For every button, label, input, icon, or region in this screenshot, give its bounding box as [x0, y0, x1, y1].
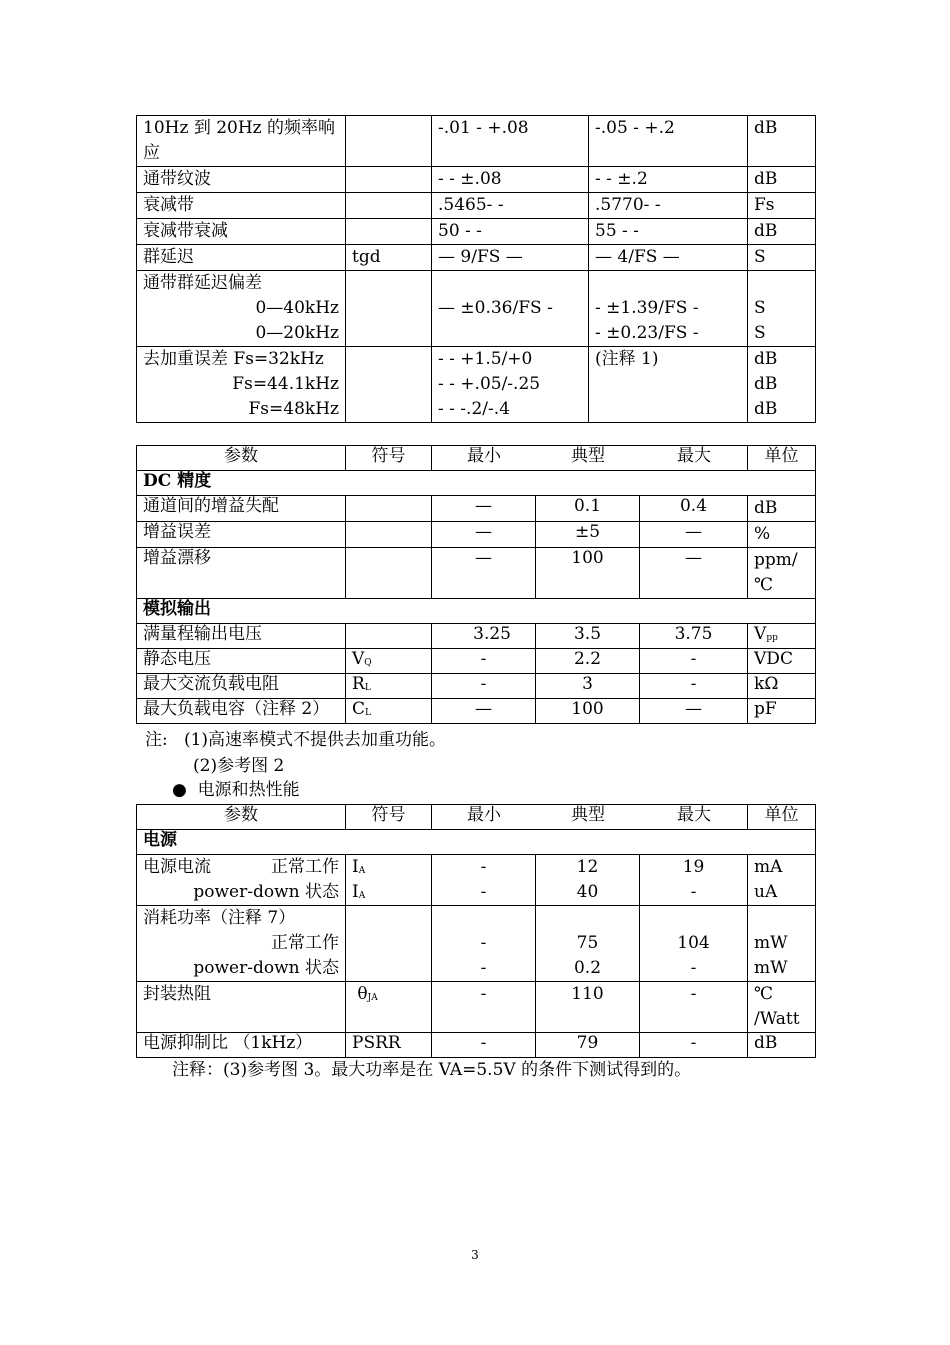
- table-row: [137, 522, 816, 548]
- param-cell: 增益漂移: [137, 548, 346, 599]
- param-cell: [137, 167, 346, 193]
- header-unit: 单位: [748, 446, 816, 471]
- page-number: 3: [471, 1248, 479, 1262]
- cell-line: [754, 271, 809, 296]
- table-row: [137, 699, 816, 724]
- param-cell: [137, 855, 346, 906]
- min-cell: —: [432, 548, 536, 599]
- cell-line: dB: [754, 169, 778, 189]
- table-row: [137, 674, 816, 699]
- header-values: [432, 805, 748, 830]
- header-symbol: 符号: [346, 446, 432, 471]
- typ-cell: 100: [536, 548, 640, 599]
- table-header-row: [137, 805, 816, 830]
- cell-line: [352, 116, 425, 141]
- param-cell: [137, 271, 346, 347]
- unit-cell: mA uA: [748, 855, 816, 906]
- param-line: power-down 状态: [193, 882, 339, 902]
- min-cell: —: [432, 522, 536, 548]
- header-max: 最大: [677, 805, 711, 825]
- cell-line: 群延迟: [143, 247, 194, 267]
- cell-line: tgd: [352, 247, 381, 267]
- cell-line: 去加重误差 Fs=32kHz: [143, 349, 324, 369]
- high-rate-cell: [589, 219, 748, 245]
- symbol-cell: [346, 116, 432, 167]
- cell-line: .5465- -: [438, 195, 504, 215]
- unit-cell: dB: [748, 1033, 816, 1058]
- unit-cell: [748, 245, 816, 271]
- normal-rate-cell: [432, 167, 589, 193]
- cell-line: dB: [754, 221, 778, 241]
- cell-line: 55 - -: [595, 221, 639, 241]
- min-cell: - -: [432, 906, 536, 982]
- normal-rate-cell: [432, 245, 589, 271]
- dc-analog-table: [136, 445, 816, 724]
- unit-cell: kΩ: [748, 674, 816, 699]
- table-row: [137, 219, 816, 245]
- normal-rate-cell: [432, 193, 589, 219]
- symbol-cell: [346, 624, 432, 649]
- cell-line: - - -.2/-.4: [438, 399, 510, 419]
- max-cell: -: [640, 649, 748, 674]
- normal-rate-cell: [432, 116, 589, 167]
- unit-cell: [748, 219, 816, 245]
- symbol-cell: [346, 906, 432, 982]
- typ-cell: 100: [536, 699, 640, 724]
- min-cell: -: [432, 649, 536, 674]
- table-row: [137, 245, 816, 271]
- symbol-cell: [346, 167, 432, 193]
- cell-line: dB: [754, 374, 778, 394]
- symbol-cell: [346, 548, 432, 599]
- header-max: 最大: [677, 446, 711, 466]
- cell-line: 通带纹波: [143, 169, 211, 189]
- param-cell: [137, 193, 346, 219]
- header-values: [432, 446, 748, 471]
- max-cell: 19 -: [640, 855, 748, 906]
- typ-cell: 3.5: [536, 624, 640, 649]
- param-cell: [137, 116, 346, 167]
- param-cell: [137, 219, 346, 245]
- symbol-cell: [346, 271, 432, 347]
- cell-line: Fs: [754, 195, 775, 215]
- cell-line: dB: [754, 399, 778, 419]
- table-header-row: [137, 446, 816, 471]
- typ-cell: 79: [536, 1033, 640, 1058]
- typ-cell: 2.2: [536, 649, 640, 674]
- cell-line: 应: [143, 143, 160, 163]
- footnote-3: 注释：(3)参考图 3。最大功率是在 VA=5.5V 的条件下测试得到的。: [172, 1060, 692, 1080]
- unit-cell: [748, 116, 816, 167]
- cell-line: 衰减带衰减: [143, 221, 228, 241]
- header-typ: 典型: [571, 805, 605, 825]
- unit-cell: VDC: [748, 649, 816, 674]
- cell-line: - - +.05/-.25: [438, 374, 541, 394]
- table-row: [137, 271, 816, 347]
- high-rate-cell: [589, 271, 748, 347]
- cell-line: - ±0.23/FS -: [595, 323, 699, 343]
- symbol-cell: $V_Q$: [346, 649, 432, 674]
- unit-cell: pF: [748, 699, 816, 724]
- min-cell: -: [432, 1033, 536, 1058]
- max-cell: 3.75: [640, 624, 748, 649]
- param-cell: 封装热阻: [137, 982, 346, 1033]
- typ-cell: 3: [536, 674, 640, 699]
- max-cell: -: [640, 982, 748, 1033]
- max-cell: 104 -: [640, 906, 748, 982]
- min-cell: - -: [432, 855, 536, 906]
- high-rate-cell: [589, 167, 748, 193]
- cell-line: - - ±.2: [595, 169, 648, 189]
- cell-line: dB: [754, 349, 778, 369]
- symbol-cell: [346, 193, 432, 219]
- normal-rate-cell: [432, 219, 589, 245]
- header-min: 最小: [467, 805, 501, 825]
- bullet-icon: ●: [172, 780, 187, 800]
- table-row-thermal: [137, 982, 816, 1033]
- typ-cell: 0.1: [536, 496, 640, 522]
- unit-cell: [748, 193, 816, 219]
- table-row: [137, 193, 816, 219]
- table-row-power-dissipation: [137, 906, 816, 982]
- normal-rate-cell: [432, 347, 589, 423]
- cell-line: (注释 1): [595, 349, 659, 369]
- cell-line: 通带群延迟偏差: [143, 273, 262, 293]
- cell-line: 50 - -: [438, 221, 482, 241]
- typ-cell: ±5: [536, 522, 640, 548]
- unit-cell: [748, 496, 816, 522]
- cell-line: [352, 167, 425, 192]
- cell-line: [438, 321, 582, 346]
- max-cell: —: [640, 699, 748, 724]
- symbol-line: $I_A$: [352, 882, 366, 902]
- cell-line: - - +1.5/+0: [438, 349, 533, 369]
- min-cell: -: [432, 982, 536, 1033]
- unit-cell: ℃ /Watt: [748, 982, 816, 1033]
- filter-characteristics-table: [136, 115, 816, 423]
- cell-line: S: [754, 323, 766, 343]
- cell-line: 0—40kHz: [255, 298, 339, 318]
- max-cell: -: [640, 674, 748, 699]
- param-cell: 通道间的增益失配: [137, 496, 346, 522]
- param-cell: 静态电压: [137, 649, 346, 674]
- table-row: [137, 624, 816, 649]
- cell-line: [352, 347, 425, 372]
- cell-line: .5770- -: [595, 195, 661, 215]
- cell-line: -.01 - +.08: [438, 118, 529, 138]
- cell-line: Fs=44.1kHz: [232, 374, 339, 394]
- note-1: (1)高速率模式不提供去加重功能。: [183, 730, 447, 750]
- min-cell: —: [432, 699, 536, 724]
- min-cell: 3.25: [432, 624, 536, 649]
- header-unit: 单位: [748, 805, 816, 830]
- symbol-cell: $R_L$: [346, 674, 432, 699]
- max-cell: -: [640, 1033, 748, 1058]
- table-row: [137, 496, 816, 522]
- cell-line: [352, 271, 425, 296]
- param-cell: 增益误差: [137, 522, 346, 548]
- param-cell: 消耗功率（注释 7） 正常工作 power-down 状态: [137, 906, 346, 982]
- high-rate-cell: [589, 116, 748, 167]
- cell-line: - - ±.08: [438, 169, 502, 189]
- notes-block: [145, 730, 446, 750]
- symbol-cell: [346, 219, 432, 245]
- cell-line: 0—20kHz: [255, 323, 339, 343]
- cell-line: S: [754, 247, 766, 267]
- table-row: [137, 116, 816, 167]
- table-row: [137, 347, 816, 423]
- symbol-line: $I_A$: [352, 857, 366, 877]
- cell-line: [595, 271, 741, 296]
- min-cell: —: [432, 496, 536, 522]
- typ-cell: 110: [536, 982, 640, 1033]
- symbol-cell: $\theta_{JA}$: [346, 982, 432, 1033]
- max-cell: —: [640, 522, 748, 548]
- section-dc-accuracy: DC 精度: [137, 471, 816, 496]
- cell-line: -.05 - +.2: [595, 118, 675, 138]
- param-cell: 最大负载电容（注释 2）: [137, 699, 346, 724]
- high-rate-cell: [589, 347, 748, 423]
- symbol-cell: [346, 855, 432, 906]
- normal-rate-cell: [432, 271, 589, 347]
- symbol-cell: PSRR: [346, 1033, 432, 1058]
- cell-line: [352, 219, 425, 244]
- power-thermal-table: [136, 804, 816, 1058]
- unit-line: ppm/: [754, 550, 798, 570]
- unit-cell: [748, 548, 816, 599]
- param-cell: [137, 347, 346, 423]
- cell-line: — 9/FS —: [438, 247, 523, 267]
- section-analog-output: 模拟输出: [137, 599, 816, 624]
- cell-line: 衰减带: [143, 195, 194, 215]
- symbol-cell: [346, 245, 432, 271]
- symbol-cell: [346, 347, 432, 423]
- cell-line: - ±1.39/FS -: [595, 298, 699, 318]
- table-row-supply-current: [137, 855, 816, 906]
- unit-line: ℃: [754, 575, 774, 595]
- cell-line: S: [754, 298, 766, 318]
- unit-cell: [748, 167, 816, 193]
- cell-line: — 4/FS —: [595, 247, 680, 267]
- header-typ: 典型: [571, 446, 605, 466]
- cell-line: dB: [754, 118, 778, 138]
- param-cell: 满量程输出电压: [137, 624, 346, 649]
- table-row: [137, 649, 816, 674]
- param-cell: 最大交流负载电阻: [137, 674, 346, 699]
- header-min: 最小: [467, 446, 501, 466]
- typ-cell: 75 0.2: [536, 906, 640, 982]
- unit-cell: [748, 522, 816, 548]
- typ-cell: 12 40: [536, 855, 640, 906]
- unit-cell: mW mW: [748, 906, 816, 982]
- table-row: [137, 167, 816, 193]
- min-cell: -: [432, 674, 536, 699]
- unit-cell: $V_{pp}$: [748, 624, 816, 649]
- section-power: 电源: [137, 830, 816, 855]
- unit-cell: [748, 347, 816, 423]
- unit-cell: [748, 271, 816, 347]
- table-row: [137, 548, 816, 599]
- cell-line: 10Hz 到 20Hz 的频率响: [143, 118, 336, 138]
- cell-line: [352, 193, 425, 218]
- high-rate-cell: [589, 193, 748, 219]
- notes-label: 注:: [145, 730, 168, 750]
- cell-line: [438, 271, 582, 296]
- bullet-heading-text: 电源和热性能: [197, 780, 300, 800]
- param-cell: 电源抑制比 （1kHz）: [137, 1033, 346, 1058]
- param-line: 电源电流 正常工作: [143, 857, 339, 877]
- header-symbol: 符号: [346, 805, 432, 830]
- unit-line: dB: [754, 498, 778, 518]
- bullet-heading: [172, 780, 300, 800]
- symbol-cell: [346, 496, 432, 522]
- max-cell: 0.4: [640, 496, 748, 522]
- unit-line: %: [754, 524, 771, 544]
- header-param: 参数: [137, 446, 346, 471]
- cell-line: Fs=48kHz: [248, 399, 339, 419]
- param-cell: [137, 245, 346, 271]
- symbol-cell: [346, 522, 432, 548]
- high-rate-cell: [589, 245, 748, 271]
- note-2: (2)参考图 2: [193, 756, 285, 776]
- max-cell: —: [640, 548, 748, 599]
- symbol-cell: $C_L$: [346, 699, 432, 724]
- table-row-psrr: [137, 1033, 816, 1058]
- header-param: 参数: [137, 805, 346, 830]
- cell-line: — ±0.36/FS -: [438, 298, 553, 318]
